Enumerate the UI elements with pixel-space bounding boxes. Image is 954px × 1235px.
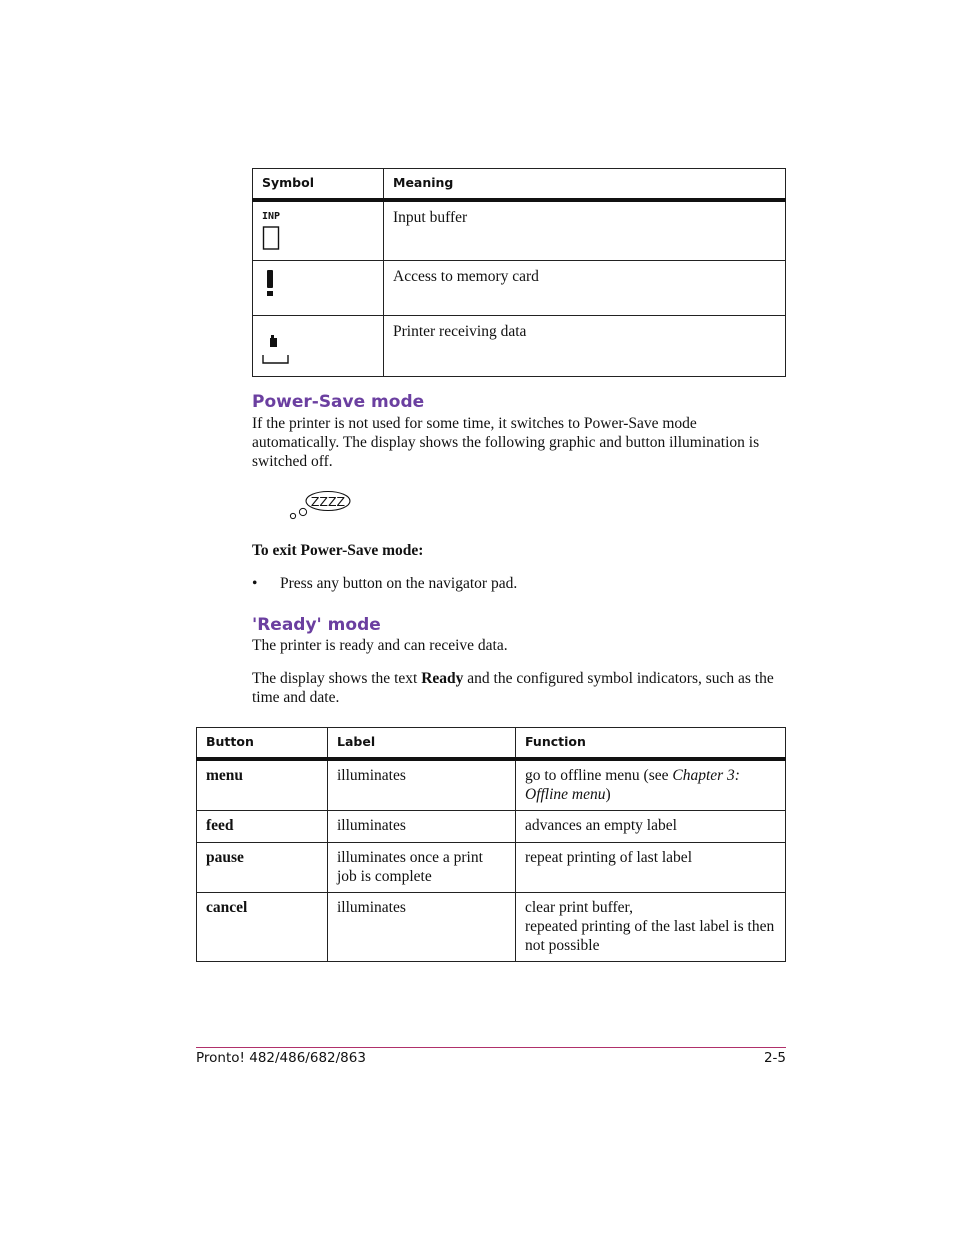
function-cell: go to offline menu (see Chapter 3: Offline menu)	[516, 759, 786, 811]
bullet: •	[252, 575, 258, 592]
footer-product: Pronto! 482/486/682/863	[196, 1050, 366, 1066]
function-cell: advances an empty label	[516, 810, 786, 842]
label-cell: illuminates once a print job is complete	[328, 842, 516, 892]
button-cell: feed	[197, 810, 328, 842]
table-header-row	[253, 169, 786, 200]
table-row	[197, 892, 786, 961]
table-row	[197, 842, 786, 892]
button-cell: cancel	[197, 892, 328, 961]
label-cell: illuminates	[328, 759, 516, 811]
exit-heading: To exit Power-Save mode:	[252, 542, 424, 559]
header-label: Label	[328, 728, 516, 759]
footer-divider	[196, 1047, 786, 1048]
meaning-cell: Access to memory card	[384, 261, 786, 316]
table-header-row	[197, 728, 786, 759]
meaning-cell: Printer receiving data	[384, 316, 786, 377]
symbol-cell	[253, 261, 384, 316]
ready-keyword: Ready	[421, 670, 464, 687]
function-cell: repeat printing of last label	[516, 842, 786, 892]
header-button: Button	[197, 728, 328, 759]
ready-body-1: The printer is ready and can receive data.	[252, 637, 508, 654]
receiving-data-icon	[262, 322, 292, 366]
header-meaning: Meaning	[384, 169, 786, 200]
svg-text:ZZZZ: ZZZZ	[310, 494, 346, 509]
function-cell: clear print buffer, repeated printing of the last label is then not possible	[516, 892, 786, 961]
meaning-cell: Input buffer	[384, 200, 786, 261]
button-table	[196, 727, 786, 962]
ready-body-2: The display shows the text Ready and the configured symbol indicators, such as the time and date.	[252, 670, 774, 706]
table-row	[253, 200, 786, 261]
list-item	[252, 574, 517, 593]
symbol-cell	[253, 200, 384, 261]
input-buffer-icon	[262, 208, 292, 252]
table-row	[253, 316, 786, 377]
power-save-body: If the printer is not used for some time, it switches to Power-Save mode automatically. The display shows the following graphic and button illumination is switched off.	[252, 415, 760, 470]
ready-mode-title: 'Ready' mode	[252, 615, 381, 635]
header-function: Function	[516, 728, 786, 759]
power-save-title: Power-Save mode	[252, 392, 425, 412]
table-row	[253, 261, 786, 316]
table-row	[197, 759, 786, 811]
chapter-reference: Chapter 3: Offline menu	[525, 766, 740, 803]
button-cell: menu	[197, 759, 328, 811]
label-cell: illuminates	[328, 810, 516, 842]
page-number: 2-5	[763, 1050, 786, 1066]
label-cell: illuminates	[328, 892, 516, 961]
symbol-table	[252, 168, 786, 377]
header-symbol: Symbol	[253, 169, 384, 200]
button-cell: pause	[197, 842, 328, 892]
list-item-text: Press any button on the navigator pad.	[280, 575, 518, 592]
symbol-cell	[253, 316, 384, 377]
svg-text:INP: INP	[262, 210, 281, 222]
table-row	[197, 810, 786, 842]
sleep-graphic-icon	[286, 488, 356, 522]
memory-card-icon	[262, 267, 282, 299]
